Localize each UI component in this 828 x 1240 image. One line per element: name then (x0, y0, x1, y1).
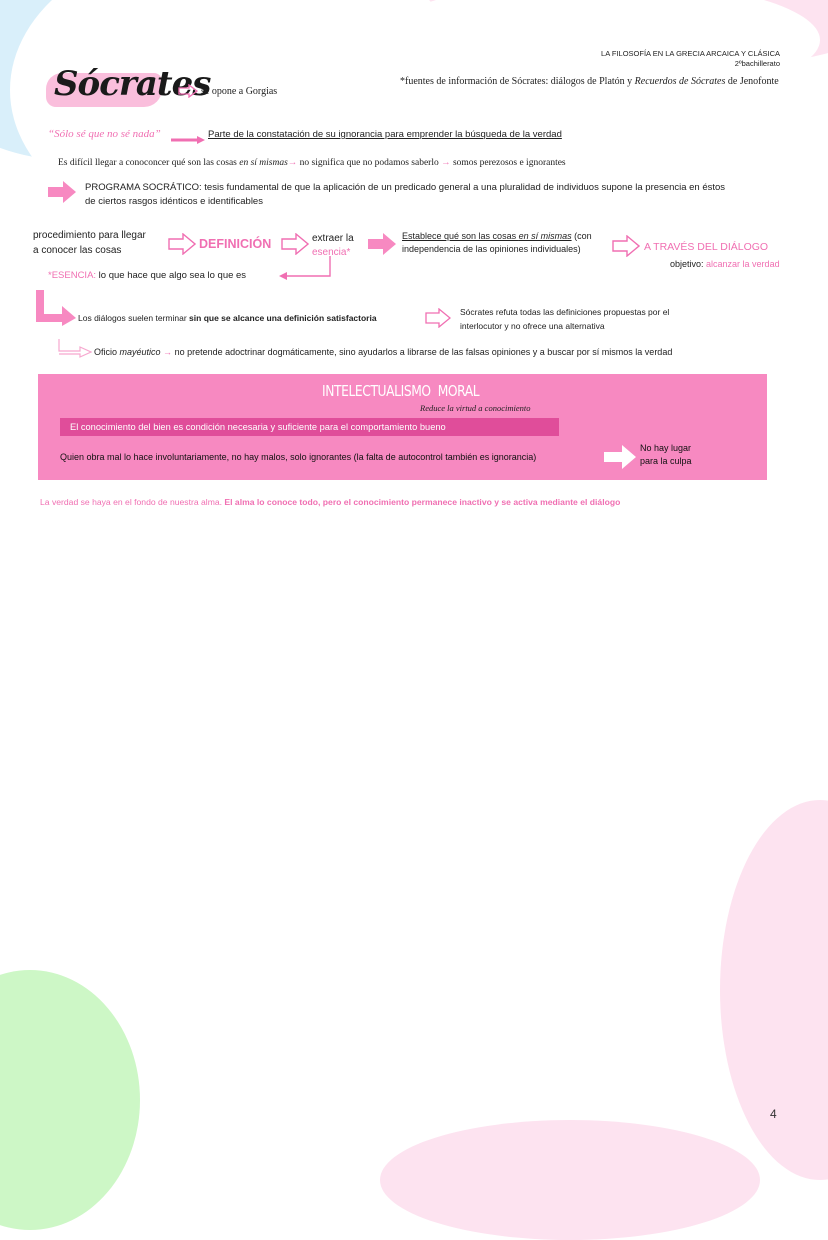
difficulty-line (58, 158, 566, 168)
pink-blob-bottom (380, 1120, 760, 1240)
esencia-def-text: lo que hace que algo sea lo que es (96, 270, 247, 281)
programa-line2: de ciertos rasgos idénticos e identificables (85, 196, 263, 207)
extraer-line: extraer la (312, 233, 354, 244)
thesis-text: El conocimiento del bien es condición necesaria y suficiente para el comportamiento bueno (70, 422, 446, 432)
mayeutico-line (94, 347, 672, 357)
difficulty-part3: somos perezosos e ignorantes (450, 158, 566, 168)
page-title: Sócrates (54, 64, 211, 104)
esencia-def-label: *ESENCIA: (48, 270, 97, 281)
establece-text (402, 230, 592, 256)
dialogues-start: Los diálogos suelen terminar (78, 313, 190, 323)
arrow-outline-icon (178, 84, 198, 98)
refuta-line1: Sócrates refuta todas las definiciones propuestas por el (460, 307, 670, 317)
pink-blob-bottom-right (720, 800, 828, 1180)
consequence-text (640, 442, 692, 468)
consequence-line1: No hay lugar (640, 443, 692, 453)
course-header (601, 49, 780, 69)
sources-prefix: *fuentes de información de Sócrates: diálogos de Platón y (400, 76, 635, 87)
arrow-outline-icon (168, 233, 196, 260)
thin-arrow-icon: → (287, 158, 298, 168)
dialogo-label: A TRAVÉS DEL DIÁLOGO (644, 241, 769, 253)
difficulty-italic: en sí mismas (239, 158, 288, 168)
procedure-line1: procedimiento para llegar (33, 230, 146, 241)
objetivo-value: alcanzar la verdad (706, 259, 780, 269)
solid-arrow-icon (48, 181, 76, 208)
difficulty-part1: Es difícil llegar a conoconcer qué son las cosas (58, 158, 240, 168)
mayeutico-part1: Oficio (94, 347, 120, 357)
establece-line2: independencia de las opiniones individuales) (402, 244, 581, 254)
programa-socratico (85, 181, 725, 209)
dialogues-text (78, 313, 377, 323)
opposes-text: se opone a Gorgias (201, 86, 278, 97)
refuta-text (460, 305, 669, 333)
back-arrow-icon (278, 256, 334, 287)
solid-arrow-icon (368, 233, 396, 260)
sources-note (400, 76, 779, 87)
corner-arrow-icon (36, 290, 76, 331)
alma-part1: La verdad se haya en el fondo de nuestra alma. (40, 497, 225, 507)
procedure-text (33, 228, 146, 258)
dialogues-bold: sin que se alcance una definición satisfactoria (189, 313, 377, 323)
claim-text: Quien obra mal lo hace involuntariamente, no hay malos, solo ignorantes (la falta de autocontrol también es ignorancia) (60, 452, 537, 462)
quote-arrow (171, 131, 205, 149)
green-blob-bottom-left (0, 970, 140, 1230)
objetivo-line (670, 259, 780, 269)
esencia-definition (48, 270, 246, 281)
establece-italic: en sí mismas (518, 231, 572, 241)
difficulty-part2: no significa que no podamos saberlo (297, 158, 442, 168)
refuta-line2: interlocutor y no ofrece una alternativa (460, 321, 605, 331)
alma-part2: El alma lo conoce todo, pero el conocimiento permanece inactivo y se activa mediante el diálogo (224, 497, 621, 507)
white-arrow-icon (604, 445, 636, 474)
thin-arrow-icon: → (441, 158, 451, 168)
intelectualismo-subtitle: Reduce la virtud a conocimiento (420, 403, 531, 413)
course-level: 2ºbachillerato (734, 59, 780, 68)
intelectualismo-title: INTELECTUALISMO MORAL (322, 382, 480, 400)
sources-work: Recuerdos de Sócrates (634, 76, 726, 87)
programa-line1: PROGRAMA SOCRÁTICO: tesis fundamental de que la aplicación de un predicado general a una pluralidad de individuos supone la presencia en éstos (85, 182, 726, 193)
alma-line (40, 497, 620, 507)
definicion-label: DEFINICIÓN (199, 237, 272, 251)
establece-underlined: Establece qué son las cosas (402, 231, 519, 241)
sources-suffix: de Jenofonte (725, 76, 779, 87)
arrow-outline-icon (612, 235, 640, 262)
socratic-quote: “Sólo sé que no sé nada” (48, 128, 161, 140)
establece-rest: (con (571, 231, 592, 241)
thin-arrow-icon: → (160, 347, 175, 357)
quote-explanation: Parte de la constatación de su ignorancia para emprender la búsqueda de la verdad (208, 129, 562, 140)
esencia-word: esencia* (312, 247, 351, 258)
course-title: LA FILOSOFÍA EN LA GRECIA ARCAICA Y CLÁSICA (601, 49, 780, 58)
mayeutico-italic: mayéutico (119, 347, 161, 357)
procedure-line2: a conocer las cosas (33, 245, 122, 256)
consequence-line2: para la culpa (640, 456, 692, 466)
corner-arrow-outline-icon (58, 338, 92, 363)
page-number: 4 (770, 1107, 777, 1121)
objetivo-label: objetivo: (670, 259, 707, 269)
arrow-outline-icon (425, 308, 451, 333)
mayeutico-part2: no pretende adoctrinar dogmáticamente, sino ayudarlos a librarse de las falsas opiniones y a buscar por sí mismos la verdad (174, 347, 673, 357)
